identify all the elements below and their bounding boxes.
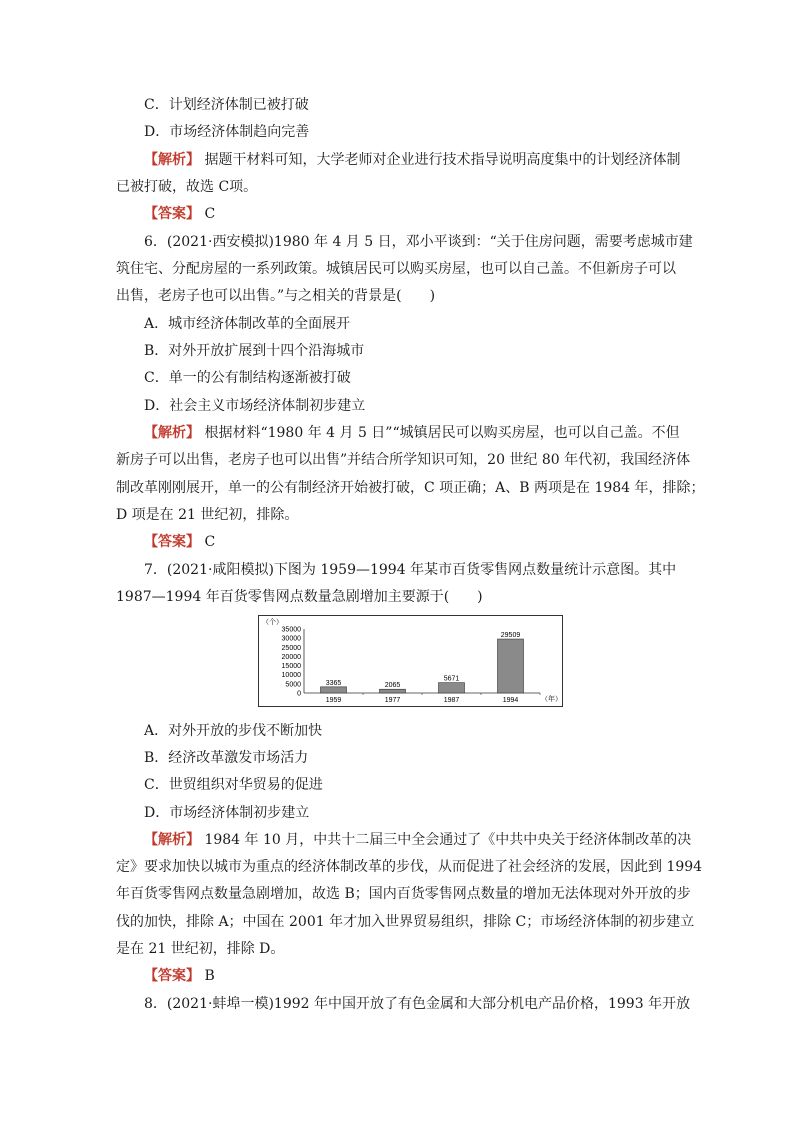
y-tick-label: 0 <box>297 690 301 698</box>
answer-value: C <box>204 534 216 550</box>
analysis-q7-l2: 定》要求加快以城市为重点的经济体制改革的步伐，从而促进了社会经济的发展，因此到 1994 <box>116 859 703 875</box>
x-tick-label: 1987 <box>443 697 460 704</box>
y-axis-unit: （个） <box>262 619 283 626</box>
x-tick-label: 1994 <box>502 697 519 704</box>
analysis-text: 1984 年 10 月，中共十二届三中全会通过了《中共中央关于经济体制改革的决 <box>204 832 692 848</box>
option-b-q7: B．经济改革激发市场活力 <box>144 750 309 766</box>
question-7-l2: 1987—1994 年百货零售网点数量急剧增加主要源于( ) <box>116 589 483 605</box>
y-tick-label: 10000 <box>281 672 301 680</box>
answer-tag: 【答案】 <box>144 968 200 984</box>
option-d-q6: D．社会主义市场经济体制初步建立 <box>144 398 366 414</box>
question-7: 7．(2021·咸阳模拟)下图为 1959—1994 年某市百货零售网点数量统计示意图。其中 <box>144 562 677 578</box>
bar-chart <box>258 615 563 707</box>
bar-1987 <box>439 683 465 693</box>
x-tick-label: 1977 <box>384 697 401 704</box>
option-c-q6: C．单一的公有制结构逐渐被打破 <box>144 370 351 386</box>
x-axis-unit: （年） <box>541 696 562 703</box>
question-6-l3: 出售，老房子也可以出售。”与之相关的背景是( ) <box>116 288 436 304</box>
option-b-q6: B．对外开放扩展到十四个沿海城市 <box>144 343 365 359</box>
option-c-q7: C．世贸组织对华贸易的促进 <box>144 777 323 793</box>
option-d-q5: D．市场经济体制趋向完善 <box>144 124 310 140</box>
y-tick-label: 30000 <box>281 635 301 643</box>
y-tick-label: 35000 <box>281 626 301 634</box>
option-a-q7: A．对外开放的步伐不断加快 <box>144 723 323 739</box>
analysis-q6-l2: 新房子可以出售，老房子也可以出售”并结合所学知识可知，20 世纪 80 年代初，我国经济体 <box>116 452 691 468</box>
analysis-q7-l3: 年百货零售网点数量急剧增加，故选 B；国内百货零售网点数量的增加无法体现对外开放的步 <box>116 886 691 902</box>
x-tick-label: 1959 <box>325 697 342 704</box>
y-tick-label: 25000 <box>281 644 301 652</box>
option-c-q5: C．计划经济体制已被打破 <box>144 97 309 113</box>
y-tick-label: 5000 <box>285 681 301 689</box>
answer-q5 <box>144 204 714 224</box>
analysis-tag: 【解析】 <box>144 832 200 848</box>
analysis-q6 <box>144 423 714 443</box>
analysis-q5-cont: 已被打破，故选 C项。 <box>116 179 258 195</box>
analysis-text: 根据材料“1980 年 4 月 5 日”“城镇居民可以购买房屋，也可以自己盖。不但 <box>204 425 680 441</box>
analysis-q7-l5: 是在 21 世纪初，排除 D。 <box>116 941 285 957</box>
analysis-q7 <box>144 830 714 850</box>
answer-value: C <box>204 206 216 222</box>
y-tick-label: 20000 <box>281 653 301 661</box>
analysis-tag: 【解析】 <box>144 152 200 168</box>
bar-value-label: 5671 <box>443 675 460 683</box>
analysis-q6-l3: 制改革刚刚展开，单一的公有制经济开始被打破，C 项正确；A、B 两项是在 1984 年，排除； <box>116 480 705 496</box>
answer-q7 <box>144 966 714 986</box>
answer-tag: 【答案】 <box>144 206 200 222</box>
bar-1994 <box>498 639 524 693</box>
answer-tag: 【答案】 <box>144 534 200 550</box>
analysis-q7-l4: 伐的加快，排除 A；中国在 2001 年才加入世界贸易组织，排除 C；市场经济体制的初步建立 <box>116 914 695 930</box>
option-a-q6: A．城市经济体制改革的全面展开 <box>144 316 351 332</box>
answer-q6 <box>144 532 714 552</box>
bar-1977 <box>380 689 406 693</box>
bar-1959 <box>321 687 347 693</box>
analysis-text: 据题干材料可知，大学老师对企业进行技术指导说明高度集中的计划经济体制 <box>204 152 681 168</box>
bar-value-label: 29509 <box>500 632 521 640</box>
analysis-q5 <box>144 150 714 170</box>
question-6-l2: 筑住宅、分配房屋的一系列政策。城镇居民可以购买房屋，也可以自己盖。不但新房子可以 <box>116 261 676 277</box>
analysis-q6-l4: D 项是在 21 世纪初，排除。 <box>116 507 299 523</box>
bar-value-label: 3365 <box>325 679 342 687</box>
bar-value-label: 2065 <box>384 682 401 690</box>
analysis-tag: 【解析】 <box>144 425 200 441</box>
y-tick-label: 15000 <box>281 663 301 671</box>
question-6: 6．(2021·西安模拟)1980 年 4 月 5 日，邓小平谈到：“关于住房问题，需要考虑城市建 <box>144 234 693 250</box>
option-d-q7: D．市场经济体制初步建立 <box>144 805 310 821</box>
answer-value: B <box>204 968 215 984</box>
question-8: 8．(2021·蚌埠一模)1992 年中国开放了有色金属和大部分机电产品价格，1993 年开放 <box>144 996 691 1012</box>
